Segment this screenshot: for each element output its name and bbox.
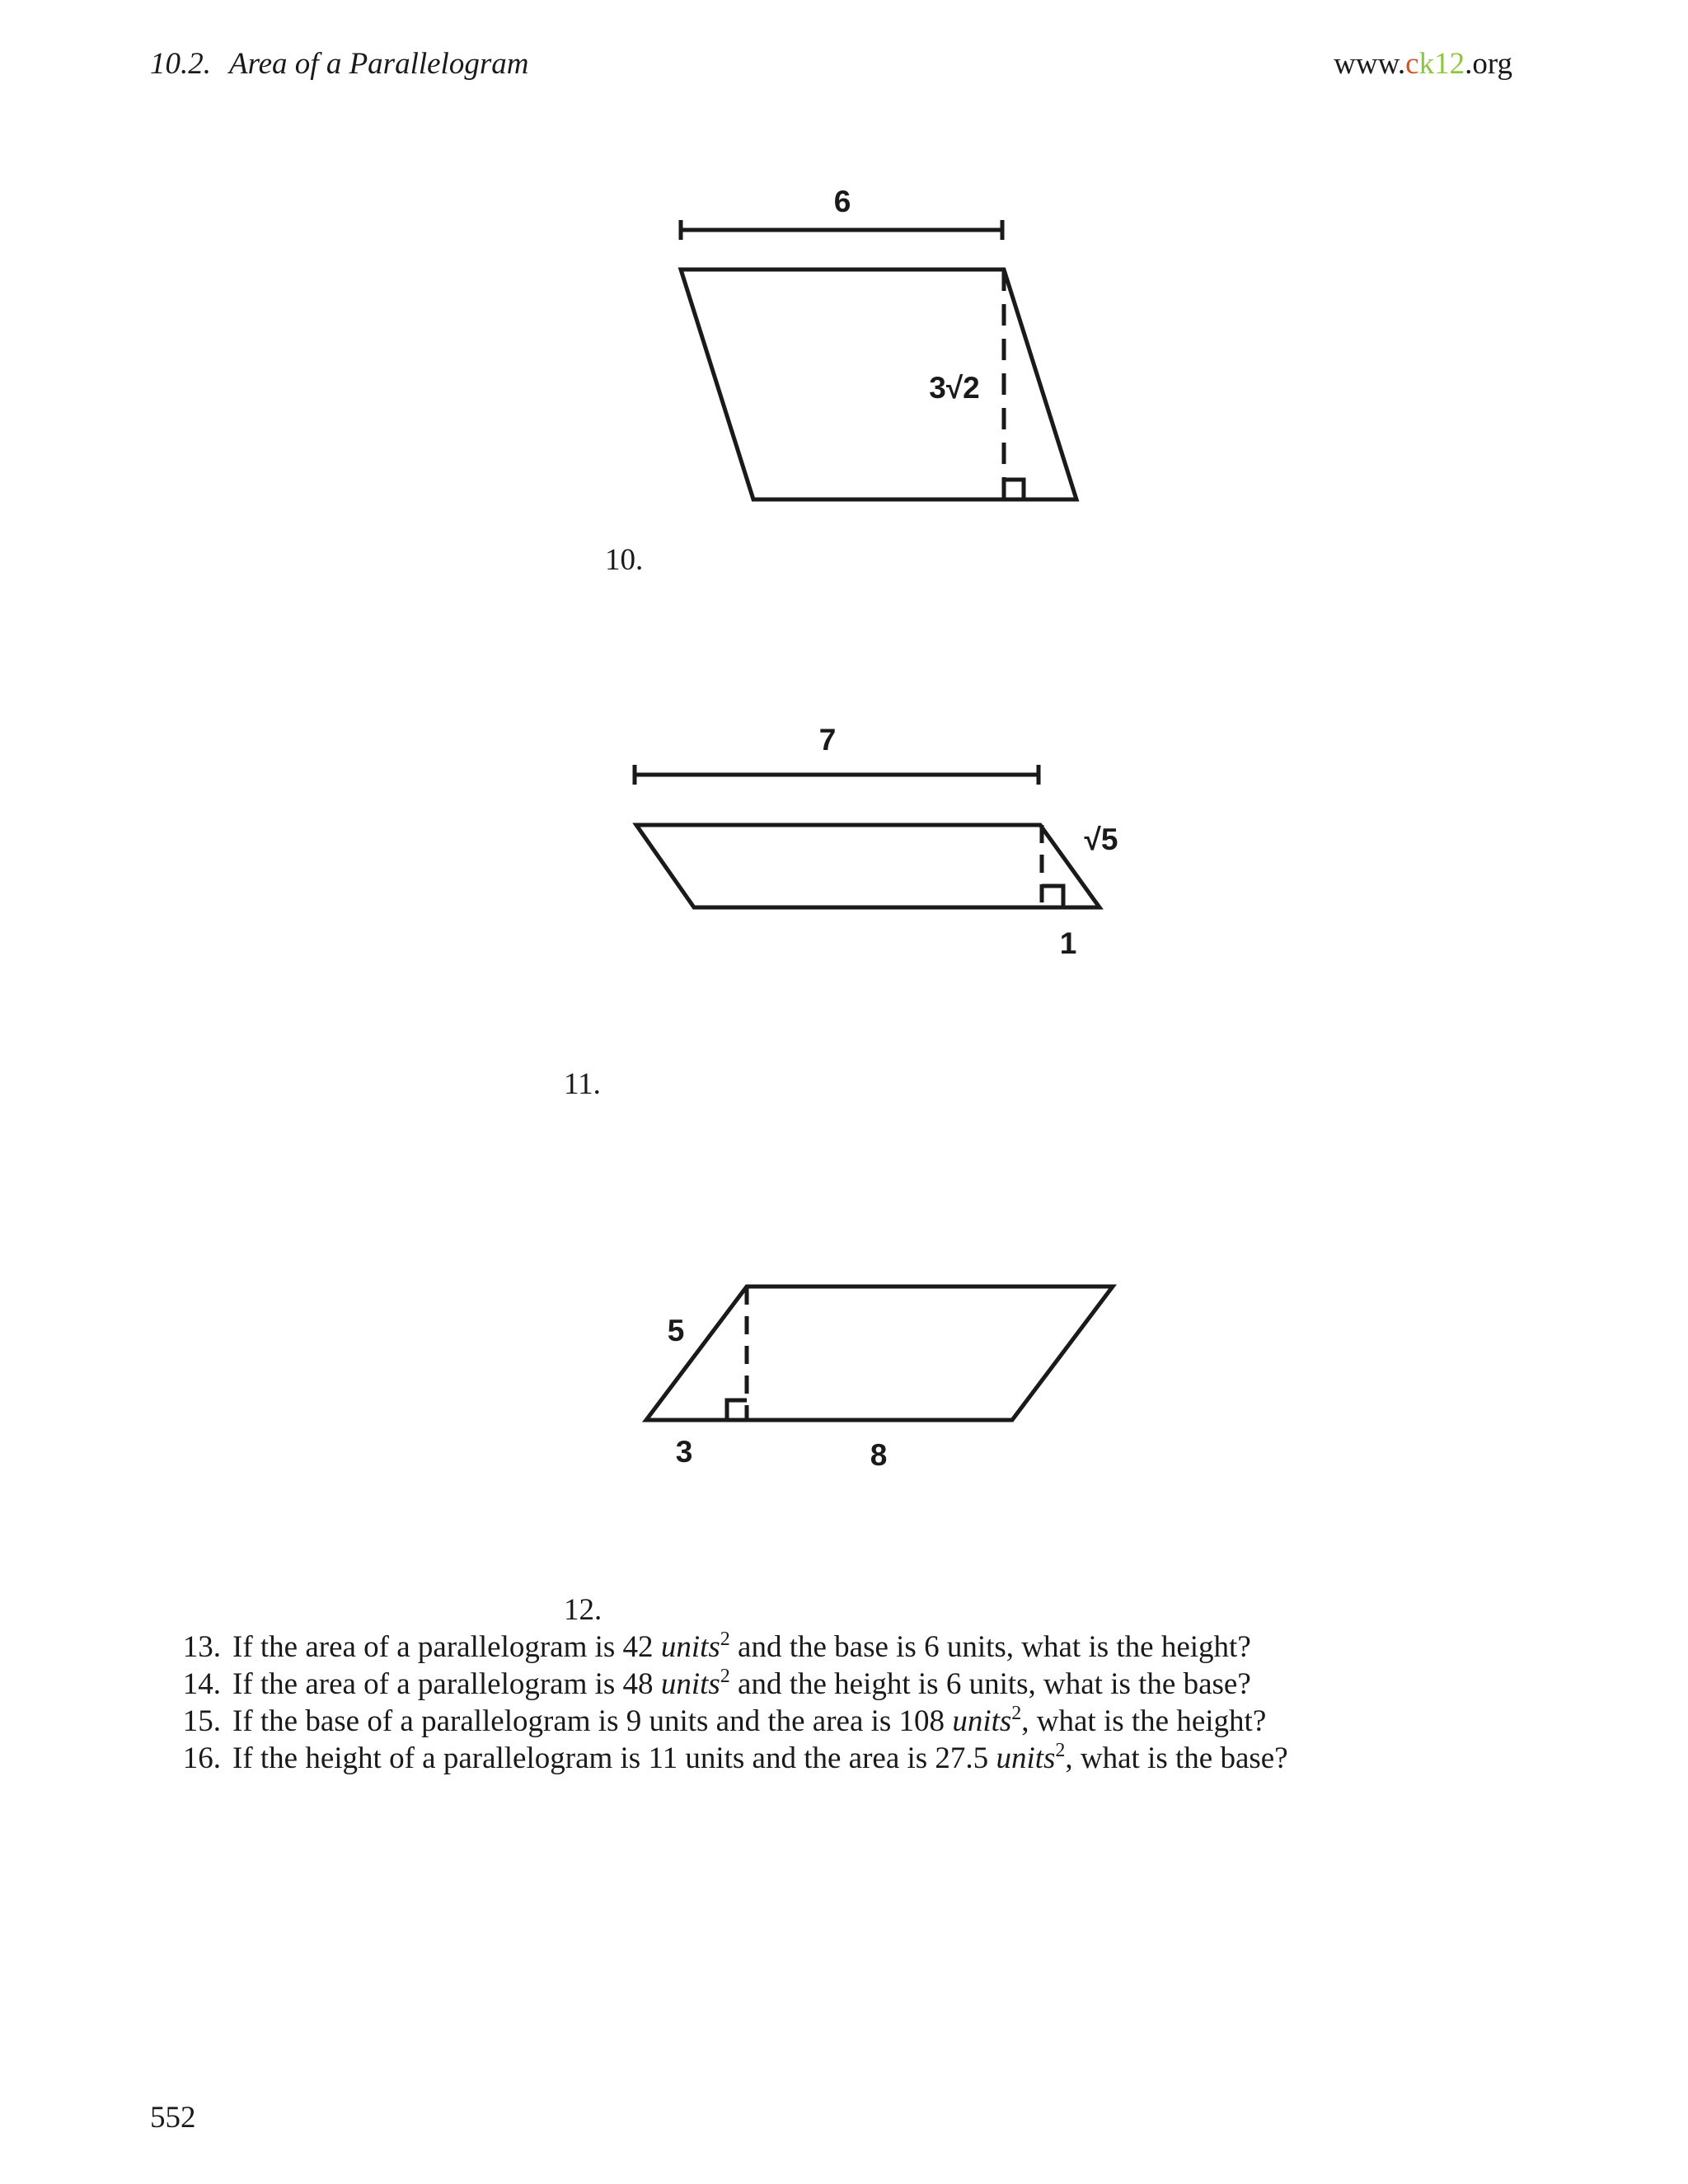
question-item: 14. If the area of a parallelogram is 48 units$^2$ and the height is 6 units, what is the base? (182, 1666, 1251, 1701)
question-list (168, 1629, 1288, 1777)
figure-12-number: 12. (564, 1593, 603, 1627)
figure-11-side-label: √5 (1084, 823, 1118, 856)
figure-10-height-label: 3√2 (929, 371, 980, 405)
figure-10-base-label: 6 (833, 185, 851, 218)
section-title: Area of a Parallelogram (229, 47, 529, 81)
figure-10-parallelogram (643, 173, 1104, 527)
figure-11-number: 11. (564, 1067, 601, 1101)
figure-10-number: 10. (605, 543, 644, 577)
figure-12-side-label: 5 (667, 1314, 685, 1347)
figure-12-offset-label: 3 (675, 1435, 693, 1469)
question-text: If the area of a parallelogram is 42 units$^2$ and the base is 6 units, what is the height? (232, 1629, 1251, 1664)
figure-12-parallelogram (626, 1253, 1137, 1483)
question-text: If the base of a parallelogram is 9 units and the area is 108 units$^2$, what is the height? (232, 1703, 1267, 1738)
figure-11-offset-label: 1 (1059, 926, 1077, 960)
question-text: If the area of a parallelogram is 48 units$^2$ and the height is 6 units, what is the base? (232, 1666, 1251, 1701)
running-header (150, 46, 528, 82)
question-item: 15. If the base of a parallelogram is 9 units and the area is 108 units$^2$, what is the height? (182, 1703, 1267, 1738)
section-number: 10.2. (150, 47, 211, 81)
figure-11-base-label: 7 (818, 723, 837, 757)
figure-12-base-label: 8 (870, 1438, 888, 1472)
question-item: 16. If the height of a parallelogram is 11 units and the area is 27.5 units$^2$, what is the base? (182, 1740, 1288, 1775)
site-url[interactable]: www.ck12.org (1334, 47, 1512, 81)
question-item: 13. If the area of a parallelogram is 42 units$^2$ and the base is 6 units, what is the height? (182, 1629, 1251, 1664)
figure-11-parallelogram (610, 709, 1137, 972)
question-text: If the height of a parallelogram is 11 units and the area is 27.5 units$^2$, what is the base? (232, 1740, 1288, 1775)
page-number: 552 (150, 2101, 196, 2135)
